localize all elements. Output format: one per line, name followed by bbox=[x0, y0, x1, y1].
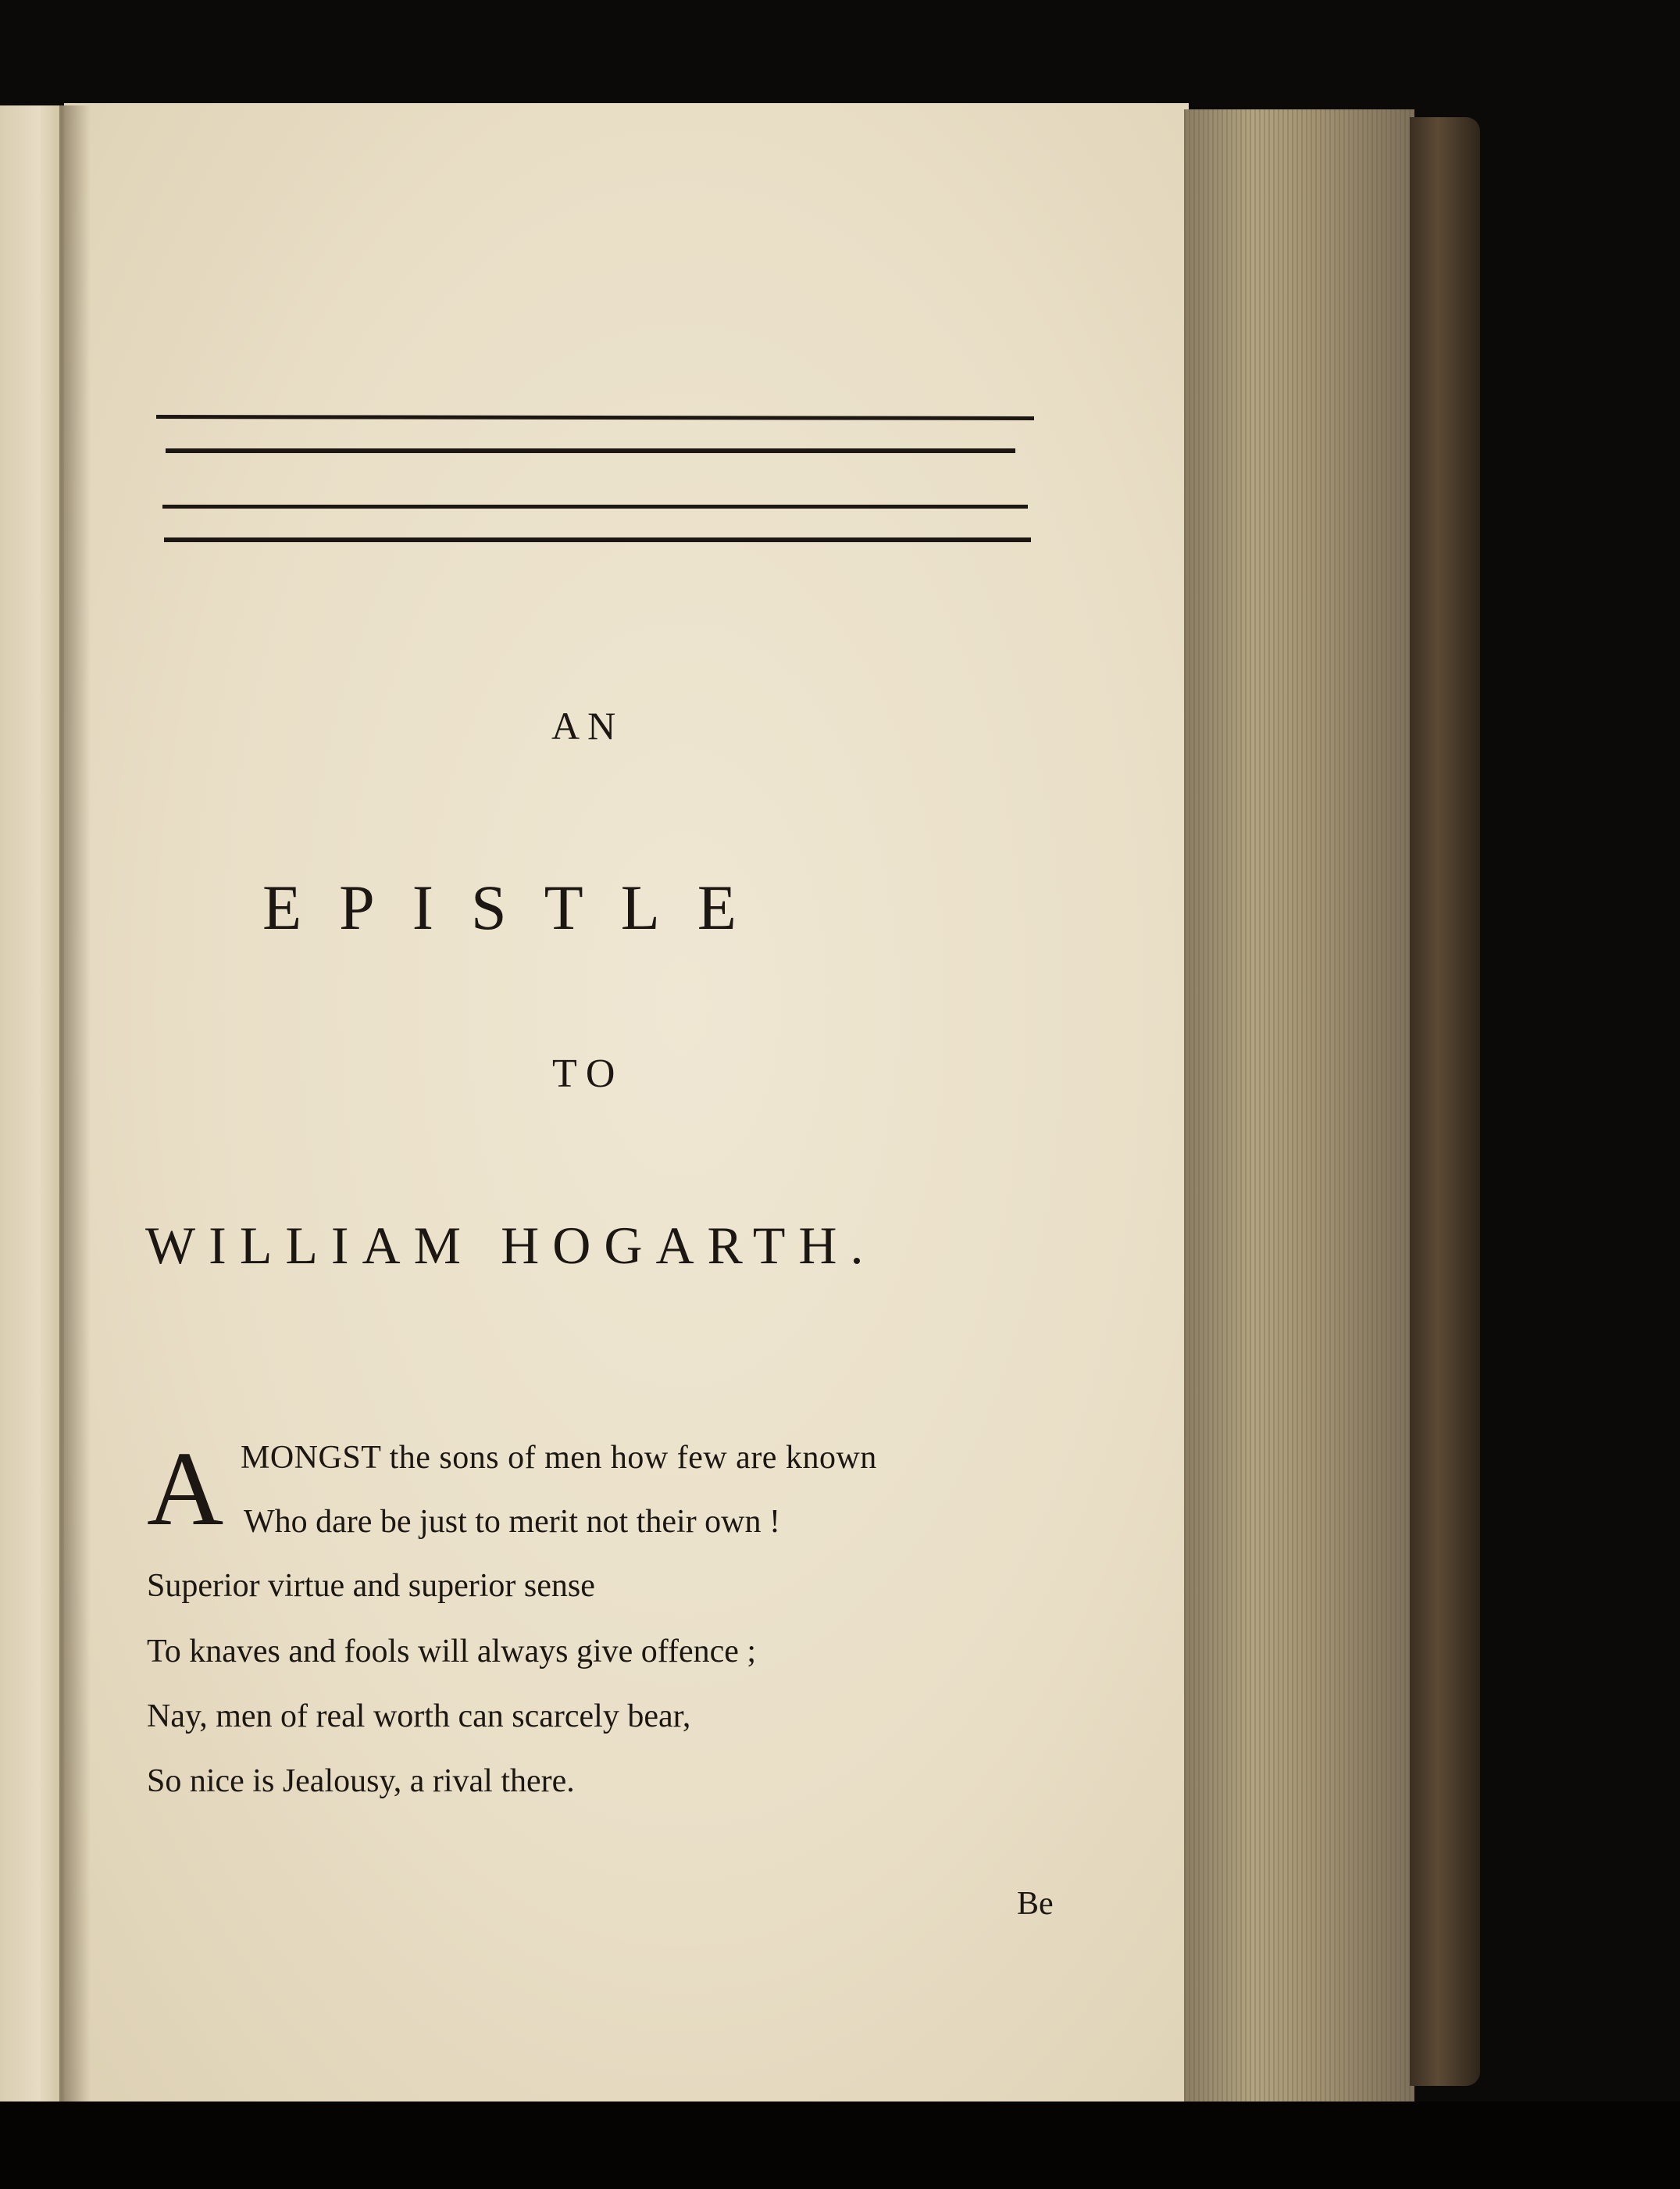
previous-page-edge bbox=[0, 105, 67, 2105]
title-recipient: WILLIAM HOGARTH. bbox=[145, 1216, 877, 1275]
gutter-shadow bbox=[59, 105, 91, 2105]
poem-line-2: Who dare be just to merit not their own ! bbox=[244, 1504, 780, 1540]
poem-line-6: So nice is Jealousy, a rival there. bbox=[147, 1763, 575, 1799]
book-cover-edge bbox=[1410, 117, 1480, 2086]
background-shadow bbox=[0, 2102, 1680, 2189]
poem-line-5: Nay, men of real worth can scarcely bear, bbox=[147, 1698, 691, 1734]
page bbox=[64, 103, 1189, 2108]
drop-cap: A bbox=[147, 1430, 224, 1548]
ornamental-rule-4 bbox=[164, 537, 1031, 542]
title-epistle: EPISTLE bbox=[262, 872, 774, 943]
title-to: TO bbox=[552, 1052, 625, 1096]
title-an: AN bbox=[551, 704, 624, 748]
page-block-edges bbox=[1184, 109, 1414, 2109]
ornamental-rule-3 bbox=[162, 505, 1028, 509]
poem-line-3: Superior virtue and superior sense bbox=[147, 1568, 595, 1604]
ornamental-rule-2 bbox=[166, 448, 1015, 453]
catchword: Be bbox=[1017, 1886, 1054, 1922]
poem-line-4: To knaves and fools will always give offence ; bbox=[147, 1634, 757, 1669]
poem-line-1: MONGST the sons of men how few are known bbox=[241, 1440, 877, 1476]
